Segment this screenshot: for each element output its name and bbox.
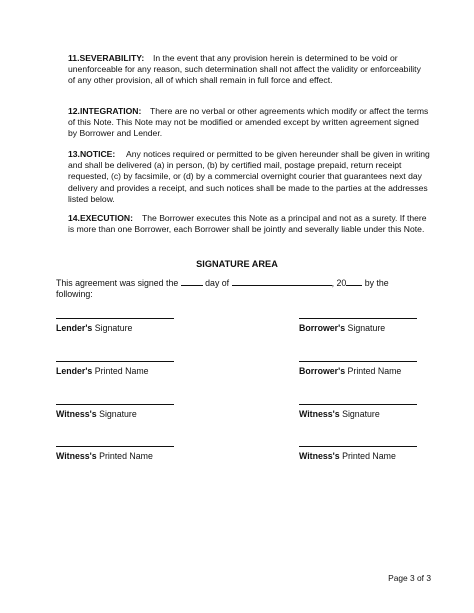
section-text: In the event that any provision herein is determined to be void or unenforceable for any reason, such determination shall not affect the validity or enforceability of any other provision, all of which shall remain in full force and effect. <box>68 53 421 86</box>
lender-printed-name-line[interactable]: Lender's Printed Name <box>56 361 176 376</box>
section-heading: 12.INTEGRATION: <box>68 106 142 116</box>
signing-statement: This agreement was signed the day of , 20 by the following: <box>56 278 389 300</box>
witness-signature-line-right[interactable]: Witness's Signature <box>299 404 419 419</box>
day-blank[interactable] <box>181 277 203 286</box>
borrower-printed-name-line[interactable]: Borrower's Printed Name <box>299 361 419 376</box>
year-blank[interactable] <box>346 277 362 286</box>
witness-printed-name-line-right[interactable]: Witness's Printed Name <box>299 446 419 461</box>
witness-signature-line-left[interactable]: Witness's Signature <box>56 404 176 419</box>
section-heading: 11.SEVERABILITY: <box>68 53 145 63</box>
section-notice <box>68 149 430 205</box>
section-execution <box>68 213 430 235</box>
section-integration <box>68 106 430 140</box>
section-text: There are no verbal or other agreements which modify or affect the terms of this Note. This Note may not be modified or amended except by written agreement signed by Borrower and Lender. <box>68 106 429 139</box>
signature-area-title: SIGNATURE AREA <box>196 259 278 269</box>
section-severability <box>68 53 430 87</box>
month-blank[interactable] <box>232 277 332 286</box>
borrower-signature-line[interactable]: Borrower's Signature <box>299 318 419 333</box>
section-heading: 14.EXECUTION: <box>68 213 133 223</box>
page-number: Page 3 of 3 <box>388 573 431 583</box>
section-text: The Borrower executes this Note as a principal and not as a surety. If there is more than one Borrower, each Borrower shall be jointly and severally liable under this Note. <box>68 213 427 235</box>
section-text: Any notices required or permitted to be given hereunder shall be given in writing and shall be delivered (a) in person, (b) by certified mail, postage prepaid, return receipt requested, (c) by facsimile, or (d) by a commercial overnight courier that guarantees next day delivery and provides a receipt, and such notices shall be made to the parties at the addresses listed below. <box>68 149 430 204</box>
lender-signature-line[interactable]: Lender's Signature <box>56 318 176 333</box>
witness-printed-name-line-left[interactable]: Witness's Printed Name <box>56 446 176 461</box>
section-heading: 13.NOTICE: <box>68 149 116 159</box>
